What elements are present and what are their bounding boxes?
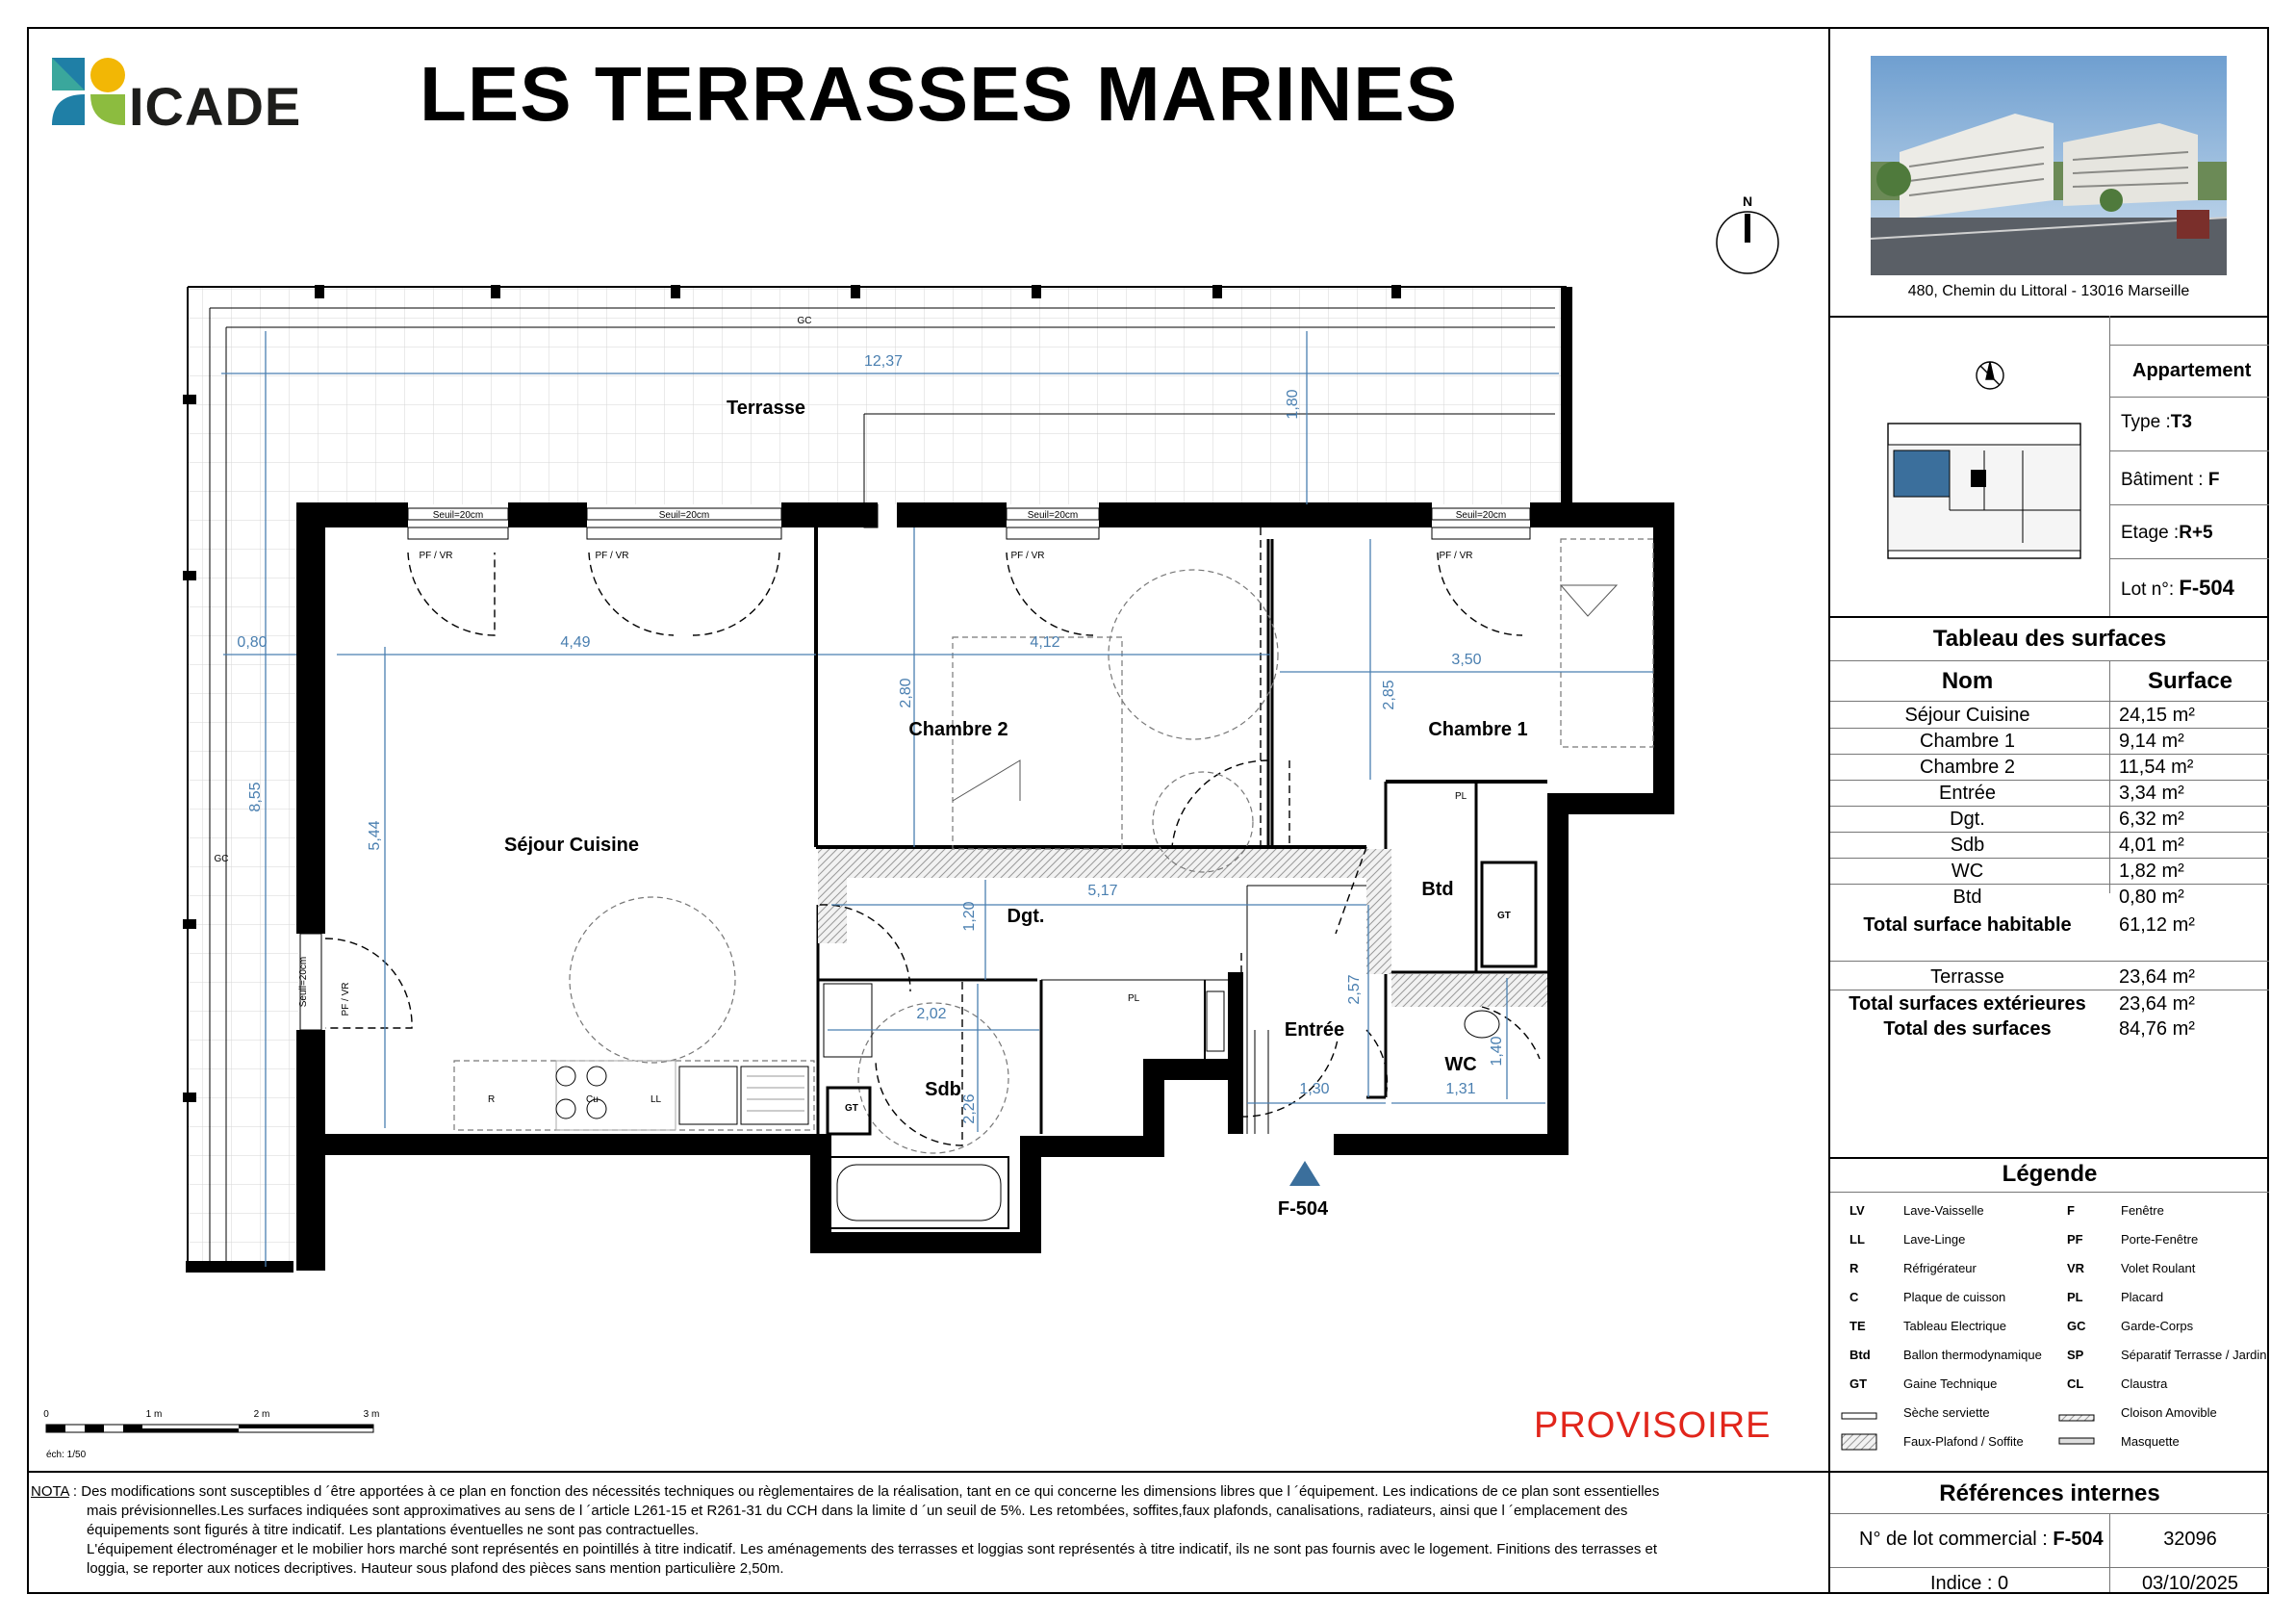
legend-code: SP [2067, 1348, 2084, 1362]
building-photo [1871, 56, 2227, 275]
etage-value: R+5 [2179, 523, 2213, 543]
surface-value: 24,15 m² [2119, 705, 2195, 726]
lot-commercial-row [1859, 1529, 2104, 1551]
dim-4-12: 4,12 [1030, 634, 1060, 651]
note-line-2: mais prévisionnelles.Les surfaces indiquées sont approximatives au sens de l ´article L261-15 et R261-31 du CCH dans la limite d ´un seuil de 5%. Les retombées, soffites,faux plafonds, canalisations, radiateurs, ainsi que l ´emplacement des [87, 1503, 1628, 1519]
seuil-label-2: Seuil=20cm [658, 510, 710, 521]
surf-sep-head [1830, 660, 2269, 661]
notes-block [31, 1482, 1801, 1579]
total-ext-row [1830, 993, 2269, 1019]
surface-row [1830, 887, 2269, 913]
surface-value: 3,34 m² [2119, 783, 2184, 804]
dim-1-30: 1,30 [1299, 1081, 1330, 1097]
room-sdb: Sdb [925, 1079, 961, 1100]
legend-code: F [2067, 1203, 2075, 1218]
dim-0-80: 0,80 [237, 634, 268, 651]
sb-sep-4 [1830, 1471, 2269, 1473]
indice-row [1930, 1573, 2008, 1595]
surf-row-sep [1830, 728, 2269, 729]
windows [300, 504, 1530, 1030]
dim-1-31: 1,31 [1445, 1081, 1476, 1097]
dim-4-49: 4,49 [560, 634, 591, 651]
faux-plafond-wc [1391, 974, 1547, 1007]
logo-text: ICADE [129, 76, 302, 137]
room-dgt: Dgt. [1007, 906, 1045, 927]
sb-info-vertical [2109, 316, 2110, 616]
dim-5-44: 5,44 [367, 820, 383, 851]
lot-marker: F-504 [1277, 1198, 1329, 1220]
room-sejour: Séjour Cuisine [503, 835, 640, 856]
dim-1-20: 1,20 [961, 901, 978, 932]
col-surface: Surface [2147, 668, 2233, 694]
sb-sep-1 [1830, 316, 2269, 318]
note-line-1 [31, 1482, 1801, 1502]
legend-item [2067, 1261, 2195, 1275]
surface-name: Chambre 1 [1920, 731, 2015, 752]
legend-item [2067, 1319, 2193, 1333]
dim-5-17: 5,17 [1087, 883, 1118, 899]
legend-code: Btd [1850, 1348, 1871, 1362]
legend-item [1850, 1348, 2042, 1362]
legend-label: Lave-Vaisselle [1903, 1203, 1984, 1218]
surface-name: Chambre 2 [1920, 757, 2015, 778]
note-line-5: loggia, se reporter aux notices decriptives. Hauteur sous plafond des pièces sans mention particulière 2,50m. [87, 1560, 784, 1577]
label-ll: LL [651, 1094, 662, 1105]
legend-label: Gaine Technique [1903, 1376, 1998, 1391]
label-gt-sdb: GT [845, 1103, 858, 1114]
faux-plafond-left [818, 878, 847, 943]
scale-tick-0: 0 [43, 1409, 49, 1420]
surface-name: WC [1951, 861, 1984, 882]
legend-label: Réfrigérateur [1903, 1261, 1977, 1275]
surface-name: Btd [1952, 887, 1982, 908]
legend-code: CL [2067, 1376, 2084, 1391]
legend-item [2067, 1203, 2164, 1218]
ref-sep-1 [1830, 1513, 2269, 1514]
scale-label: éch: 1/50 [46, 1450, 87, 1460]
legend-label: Garde-Corps [2121, 1319, 2194, 1333]
terrasse-value: 23,64 m² [2119, 966, 2195, 988]
lot-label: Lot n°: [2121, 579, 2175, 600]
total-habitable-value: 61,12 m² [2119, 914, 2195, 936]
legend-item [2067, 1348, 2267, 1362]
key-plan [1850, 331, 2100, 581]
seuil-label-4: Seuil=20cm [1455, 510, 1507, 521]
faux-plafond-corridor [818, 849, 1366, 878]
col-name: Nom [1941, 668, 1994, 694]
room-entree: Entrée [1284, 1019, 1345, 1041]
pfvr-label-2: PF / VR [595, 551, 629, 561]
surface-row [1830, 809, 2269, 835]
batiment-value: F [2207, 470, 2220, 490]
dim-3-50: 3,50 [1451, 652, 1482, 668]
sb-info-sep-1 [2109, 397, 2269, 398]
note-line-4: L'équipement électroménager et le mobilier hors marché sont représentés en pointillés à titre indicatif. Les aménagements des terrasses et loggias sont représentés à titre indicatif, ils ne sont pas fournis avec le logement. Finitions des terrasses et [87, 1541, 1658, 1557]
legend-sep [1830, 1192, 2269, 1193]
legend-item [1850, 1376, 1997, 1391]
legend-label: Plaque de cuisson [1903, 1290, 2006, 1304]
terrasse-row [1830, 966, 2269, 992]
dim-2-85: 2,85 [1381, 680, 1397, 710]
label-pl-entree: PL [1128, 993, 1140, 1004]
legend-code: GC [2067, 1319, 2086, 1333]
room-wc: WC [1444, 1054, 1477, 1075]
surface-row [1830, 861, 2269, 887]
photo-caption: 480, Chemin du Littoral - 13016 Marseille [1907, 283, 2190, 299]
room-chambre1: Chambre 1 [1428, 719, 1528, 740]
batiment-label: Bâtiment : [2121, 470, 2204, 490]
dim-12-37: 12,37 [863, 353, 904, 370]
label-pl-chambre1: PL [1455, 791, 1467, 802]
pfvr-label-3: PF / VR [1010, 551, 1045, 561]
ref-sep-2 [1830, 1567, 2269, 1568]
seuil-label-1: Seuil=20cm [432, 510, 484, 521]
type-label: Type : [2121, 412, 2171, 432]
etage-label: Etage : [2121, 523, 2180, 543]
type-row [2121, 412, 2192, 433]
total-ext-value: 23,64 m² [2119, 993, 2195, 1015]
total-ext-label: Total surfaces extérieures [1849, 993, 2086, 1015]
surface-value: 4,01 m² [2119, 835, 2184, 856]
scale-tick-2: 2 m [253, 1409, 270, 1420]
surf-row-sep [1830, 884, 2269, 885]
room-chambre2: Chambre 2 [908, 719, 1008, 740]
note-line-3: équipements sont figurés à titre indicatif. Les plantations éventuelles ne sont pas contractuelles. [87, 1522, 700, 1538]
note-prefix: NOTA [31, 1483, 69, 1500]
legend-item [1850, 1232, 1965, 1247]
sb-info-sep-4 [2109, 558, 2269, 559]
dim-2-26: 2,26 [961, 1093, 978, 1124]
bath-fixtures [824, 862, 1536, 1228]
legend-label: Ballon thermodynamique [1903, 1348, 2042, 1362]
legend-item [2067, 1290, 2163, 1304]
legend-code: PF [2067, 1232, 2083, 1247]
surface-row [1830, 783, 2269, 809]
surf-row-sep [1830, 780, 2269, 781]
surface-name: Entrée [1939, 783, 1996, 804]
total-row [1830, 1018, 2269, 1044]
ref-code: 32096 [2163, 1529, 2217, 1550]
notes-divider [27, 1471, 1828, 1473]
surf-sep-terrasse [1830, 961, 2269, 962]
surface-value: 9,14 m² [2119, 731, 2184, 752]
legend-label: Cloison Amovible [2121, 1405, 2217, 1420]
page-title: LES TERRASSES MARINES [420, 51, 1458, 137]
partitions [816, 527, 1547, 1134]
label-r: R [488, 1094, 496, 1105]
scale-tick-3: 3 m [363, 1409, 380, 1420]
legend-item [2067, 1232, 2198, 1247]
gc-label-left: GC [214, 854, 229, 864]
legend-label: Lave-Linge [1903, 1232, 1966, 1247]
legend-label: Volet Roulant [2121, 1261, 2196, 1275]
total-label: Total des surfaces [1883, 1018, 2052, 1040]
legend-label: Séparatif Terrasse / Jardin [2121, 1348, 2267, 1362]
surface-row [1830, 705, 2269, 731]
compass-letter: N [1742, 193, 1753, 209]
legend-item [1850, 1319, 2006, 1333]
legend-label: Claustra [2121, 1376, 2168, 1391]
sidebar [1828, 27, 2269, 1594]
label-cu: Cu [586, 1094, 599, 1105]
dim-8-55: 8,55 [247, 782, 264, 812]
legend-label: Fenêtre [2121, 1203, 2164, 1218]
legend-item [1850, 1261, 1977, 1275]
note-text-1: : Des modifications sont susceptibles d ´être apportées à ce plan en fonction des nécessités techniques ou règlementaires de la réalisation, tant en ce qui concerne les dimensions libres que l ´équipement. Les indications de ce plan sont essentielles [68, 1483, 1660, 1500]
dim-2-57: 2,57 [1346, 974, 1363, 1005]
apartment-heading: Appartement [2132, 360, 2252, 381]
legend-code: GT [1850, 1376, 1868, 1391]
seuil-label-west: Seuil=20cm [298, 956, 309, 1008]
surface-name: Séjour Cuisine [1904, 705, 2030, 726]
lot-value: F-504 [2179, 576, 2234, 600]
sb-info-sep-2 [2109, 450, 2269, 451]
surface-row [1830, 757, 2269, 783]
dim-1-80: 1,80 [1285, 389, 1301, 420]
sb-info-sep-3 [2109, 504, 2269, 505]
indice-value: 0 [1998, 1573, 2009, 1594]
lot-commercial-label: N° de lot commercial : [1859, 1529, 2048, 1550]
sb-sep-2 [1830, 616, 2269, 618]
legend-code: C [1850, 1290, 1859, 1304]
surf-row-sep [1830, 806, 2269, 807]
surf-row-sep [1830, 832, 2269, 833]
surface-value: 11,54 m² [2119, 757, 2194, 778]
scale-tick-1: 1 m [145, 1409, 163, 1420]
legend-item [1850, 1290, 2005, 1304]
legend-code: PL [2067, 1290, 2083, 1304]
room-terrasse: Terrasse [727, 398, 805, 419]
provisoire-stamp: PROVISOIRE [1534, 1405, 1772, 1446]
legend-label: Sèche serviette [1903, 1405, 1990, 1420]
entrance-arrow-icon [1289, 1161, 1320, 1186]
surf-row-sep [1830, 858, 2269, 859]
pfvr-label-west: PF / VR [341, 982, 351, 1016]
terrasse-label: Terrasse [1930, 966, 2004, 988]
batiment-row [2121, 470, 2219, 491]
legend-code: LL [1850, 1232, 1865, 1247]
legend-label: Placard [2121, 1290, 2164, 1304]
legend-label: Faux-Plafond / Soffite [1903, 1434, 2024, 1449]
surfaces-heading: Tableau des surfaces [1932, 626, 2167, 652]
dim-2-80: 2,80 [898, 678, 914, 708]
gc-label-top: GC [797, 316, 812, 326]
legend-item [2067, 1376, 2167, 1391]
faux-plafond-right [1366, 849, 1391, 974]
legend-code: TE [1850, 1319, 1866, 1333]
dim-1-40: 1,40 [1489, 1036, 1505, 1067]
legend-label: Tableau Electrique [1903, 1319, 2006, 1333]
surface-row [1830, 835, 2269, 861]
pfvr-label-1: PF / VR [419, 551, 453, 561]
legend-symbols-right [2057, 1409, 2100, 1453]
sb-info-sep-top [2109, 345, 2269, 346]
references-heading: Références internes [1939, 1480, 2160, 1506]
legend-label: Porte-Fenêtre [2121, 1232, 2199, 1247]
pfvr-label-4: PF / VR [1439, 551, 1473, 561]
ref-date: 03/10/2025 [2141, 1573, 2239, 1594]
legend-code: R [1850, 1261, 1859, 1275]
dim-2-02: 2,02 [916, 1006, 947, 1022]
bed-chambre2 [953, 585, 1617, 801]
room-btd: Btd [1421, 879, 1454, 900]
etage-row [2121, 523, 2213, 544]
surface-name: Dgt. [1950, 809, 1985, 830]
legend-code: LV [1850, 1203, 1865, 1218]
type-value: T3 [2170, 412, 2192, 432]
legend-item [1850, 1203, 1984, 1218]
seuil-label-3: Seuil=20cm [1027, 510, 1079, 521]
sb-sep-3 [1830, 1157, 2269, 1159]
total-habitable-label: Total surface habitable [1863, 914, 2072, 936]
surf-row-sep [1830, 754, 2269, 755]
lot-commercial-value: F-504 [2053, 1529, 2104, 1550]
legend-label: Masquette [2121, 1434, 2180, 1449]
surf-sep-cols [1830, 701, 2269, 702]
legend-symbols-left [1840, 1409, 1882, 1453]
surface-row [1830, 731, 2269, 757]
surface-name: Sdb [1950, 835, 1985, 856]
total-value: 84,76 m² [2119, 1018, 2195, 1040]
total-habitable-row [1830, 914, 2269, 940]
seuil-labels [298, 510, 1506, 1016]
surface-value: 6,32 m² [2119, 809, 2184, 830]
legend-heading: Légende [2002, 1161, 2098, 1187]
surface-value: 1,82 m² [2119, 861, 2184, 882]
legend-code: VR [2067, 1261, 2085, 1275]
lot-row [2121, 576, 2234, 601]
indice-label: Indice : [1930, 1573, 1993, 1594]
label-gt-btd: GT [1497, 911, 1511, 921]
surface-value: 0,80 m² [2119, 887, 2184, 908]
